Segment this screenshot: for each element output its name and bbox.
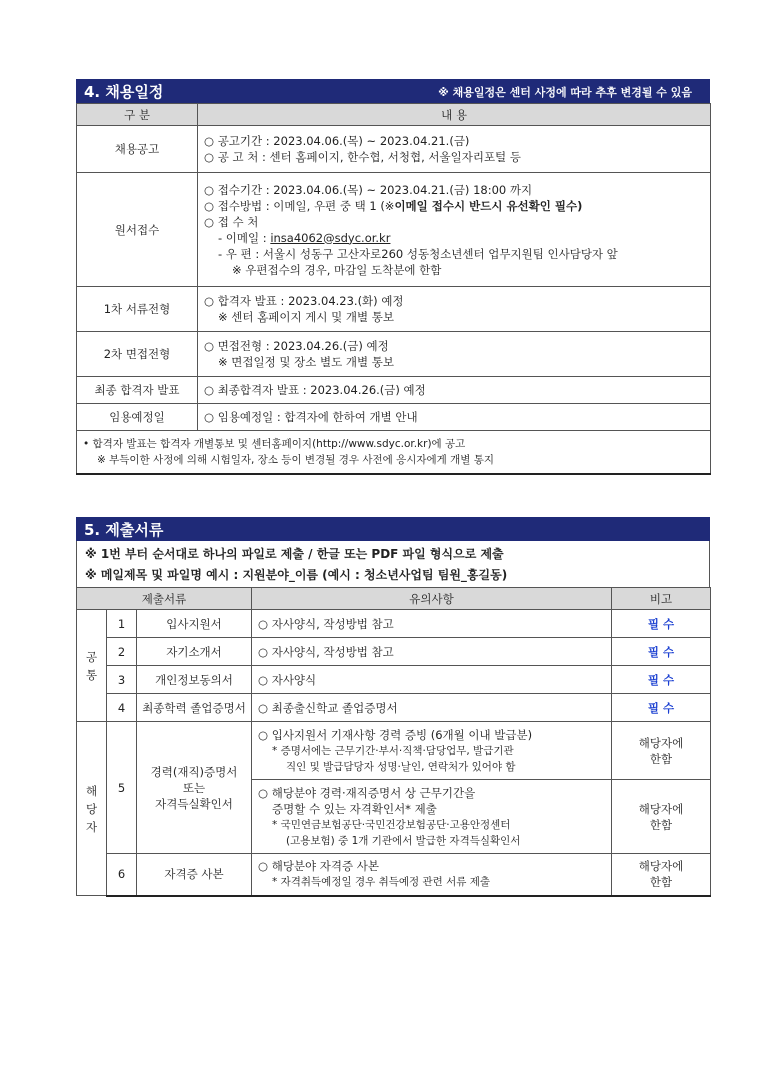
schedule-header-row	[77, 104, 711, 126]
row-number: 4	[107, 694, 137, 722]
row-label: 원서접수	[77, 173, 198, 287]
row-number: 1	[107, 610, 137, 638]
section5-title: 5. 제출서류	[84, 521, 164, 539]
footnote-row	[77, 431, 711, 474]
doc-name: 입사지원서	[137, 610, 252, 638]
required-badge: 필 수	[612, 638, 711, 666]
content-line: ○ 공 고 처 : 센터 홈페이지, 한수협, 서청협, 서울일자리포털 등	[204, 150, 521, 164]
documents-col-docs: 제출서류	[77, 588, 252, 610]
footnote-cell	[77, 431, 711, 474]
table-row	[77, 404, 711, 431]
row-number: 5	[107, 722, 137, 854]
content-line	[204, 198, 704, 214]
doc-note: ○ 최종출신학교 졸업증명서	[252, 694, 612, 722]
remark-line: 해당자에	[638, 859, 684, 874]
note-line: * 증명서에는 근무기간·부서·직책·담당업무, 발급기관	[272, 744, 514, 757]
row-content	[198, 173, 711, 287]
table-row	[77, 287, 711, 332]
content-line: ※ 우편접수의 경우, 마감일 도착분에 한함	[232, 262, 442, 277]
table-row	[77, 173, 711, 287]
table-row	[77, 332, 711, 377]
remark-line: 해당자에	[638, 735, 684, 750]
content-line: ○ 임용예정일 : 합격자에 한하여 개별 안내	[204, 410, 418, 424]
doc-note: ○ 자사양식	[252, 666, 612, 694]
doc-name: 자격증 사본	[137, 854, 252, 896]
content-line: ○ 최종합격자 발표 : 2023.04.26.(금) 예정	[204, 383, 426, 397]
content-line: ○ 공고기간 : 2023.04.06.(목) ~ 2023.04.21.(금)	[204, 134, 470, 148]
table-row	[77, 610, 711, 638]
doc-note	[252, 780, 612, 854]
row-content	[198, 126, 711, 173]
submission-notice	[76, 541, 710, 587]
row-label: 채용공고	[77, 126, 198, 173]
group-common: 공 통	[77, 610, 107, 722]
content-line: ○ 면접전형 : 2023.04.26.(금) 예정	[204, 339, 389, 353]
schedule-table	[76, 103, 711, 475]
content-text: ○ 접수방법 : 이메일, 우편 중 택 1 (※	[204, 198, 395, 213]
row-label: 임용예정일	[77, 404, 198, 431]
doc-remark	[612, 780, 711, 854]
table-row	[77, 694, 711, 722]
note-line: ○ 입사지원서 기재사항 경력 증빙 (6개월 이내 발급분)	[258, 727, 533, 742]
table-row	[77, 666, 711, 694]
required-badge: 필 수	[612, 666, 711, 694]
row-content	[198, 404, 711, 431]
note-line: (고용보험) 중 1개 기관에서 발급한 자격득실확인서	[286, 834, 521, 847]
row-content	[198, 287, 711, 332]
row-number: 2	[107, 638, 137, 666]
note-line: * 자격취득예정일 경우 취득예정 관련 서류 제출	[272, 876, 491, 889]
content-line: - 우 편 : 서울시 성동구 고산자로260 성동청소년센터 업무지원팀 인사담당자 앞	[218, 246, 618, 261]
remark-line: 한함	[649, 875, 673, 890]
remark-line: 한함	[649, 751, 673, 766]
doc-name-line: 자격득실확인서	[155, 796, 233, 811]
content-line: ○ 합격자 발표 : 2023.04.23.(화) 예정	[204, 294, 404, 308]
doc-note: ○ 자사양식, 작성방법 참고	[252, 610, 612, 638]
table-row	[77, 722, 711, 780]
doc-name: 자기소개서	[137, 638, 252, 666]
content-line: ○ 접 수 처	[204, 214, 259, 229]
doc-name-line: 또는	[182, 780, 206, 795]
remark-line: 한함	[649, 817, 673, 832]
table-row	[77, 126, 711, 173]
doc-remark	[612, 722, 711, 780]
documents-header-row	[77, 588, 711, 610]
doc-note	[252, 722, 612, 780]
documents-col-notes: 유의사항	[252, 588, 612, 610]
doc-name: 개인정보동의서	[137, 666, 252, 694]
doc-note	[252, 854, 612, 896]
note-line: 직인 및 발급담당자 성명·날인, 연락처가 있어야 함	[286, 760, 516, 773]
row-label: 최종 합격자 발표	[77, 377, 198, 404]
email-link[interactable]: insa4062@sdyc.or.kr	[270, 230, 391, 245]
content-emphasis: 이메일 접수시 반드시 유선확인 필수)	[394, 198, 583, 213]
section5-header	[76, 517, 710, 541]
content-line: ※ 센터 홈페이지 게시 및 개별 통보	[218, 310, 394, 324]
note-line: ○ 해당분야 경력·재직증명서 상 근무기간을	[258, 785, 476, 800]
section4-title: 4. 채용일정	[84, 83, 164, 101]
footnote-line: ※ 부득이한 사정에 의해 시험일자, 장소 등이 변경될 경우 사전에 응시자에게 개별 통지	[97, 453, 495, 466]
table-row	[77, 638, 711, 666]
content-line: ※ 면접일정 및 장소 별도 개별 통보	[218, 355, 394, 369]
doc-name: 최종학력 졸업증명서	[137, 694, 252, 722]
table-row	[77, 854, 711, 896]
row-content	[198, 332, 711, 377]
documents-col-remark: 비고	[612, 588, 711, 610]
row-number: 6	[107, 854, 137, 896]
group-applicable: 해 당 자	[77, 722, 107, 896]
doc-name	[137, 722, 252, 854]
notice-line: ※ 1번 부터 순서대로 하나의 파일로 제출 / 한글 또는 PDF 파일 형식으로 제출	[85, 547, 504, 561]
table-row	[77, 377, 711, 404]
doc-name-line: 경력(재직)증명서	[150, 764, 238, 779]
section4-header	[76, 79, 710, 103]
documents-table	[76, 587, 711, 897]
required-badge: 필 수	[612, 610, 711, 638]
doc-remark	[612, 854, 711, 896]
remark-line: 해당자에	[638, 801, 684, 816]
content-text: - 이메일 :	[218, 230, 271, 245]
content-line	[204, 230, 704, 246]
required-badge: 필 수	[612, 694, 711, 722]
note-line: * 국민연금보험공단·국민건강보험공단·고용안정센터	[272, 818, 511, 831]
row-content	[198, 377, 711, 404]
row-label: 2차 면접전형	[77, 332, 198, 377]
note-line: 증명할 수 있는 자격확인서* 제출	[272, 801, 437, 816]
content-line: ○ 접수기간 : 2023.04.06.(목) ~ 2023.04.21.(금) 18:00 까지	[204, 182, 533, 197]
row-number: 3	[107, 666, 137, 694]
schedule-col-content: 내 용	[198, 104, 711, 126]
doc-note: ○ 자사양식, 작성방법 참고	[252, 638, 612, 666]
note-line: ○ 해당분야 자격증 사본	[258, 859, 379, 874]
schedule-col-category: 구 분	[77, 104, 198, 126]
notice-line: ※ 메일제목 및 파일명 예시 : 지원분야_이름 (예시 : 청소년사업팀 팀원_홍길동)	[85, 568, 508, 582]
footnote-line: • 합격자 발표는 합격자 개별통보 및 센터홈페이지(http://www.sdyc.or.kr)에 공고	[83, 437, 466, 450]
section4-note: ※ 채용일정은 센터 사정에 따라 추후 변경될 수 있음	[438, 86, 692, 99]
row-label: 1차 서류전형	[77, 287, 198, 332]
